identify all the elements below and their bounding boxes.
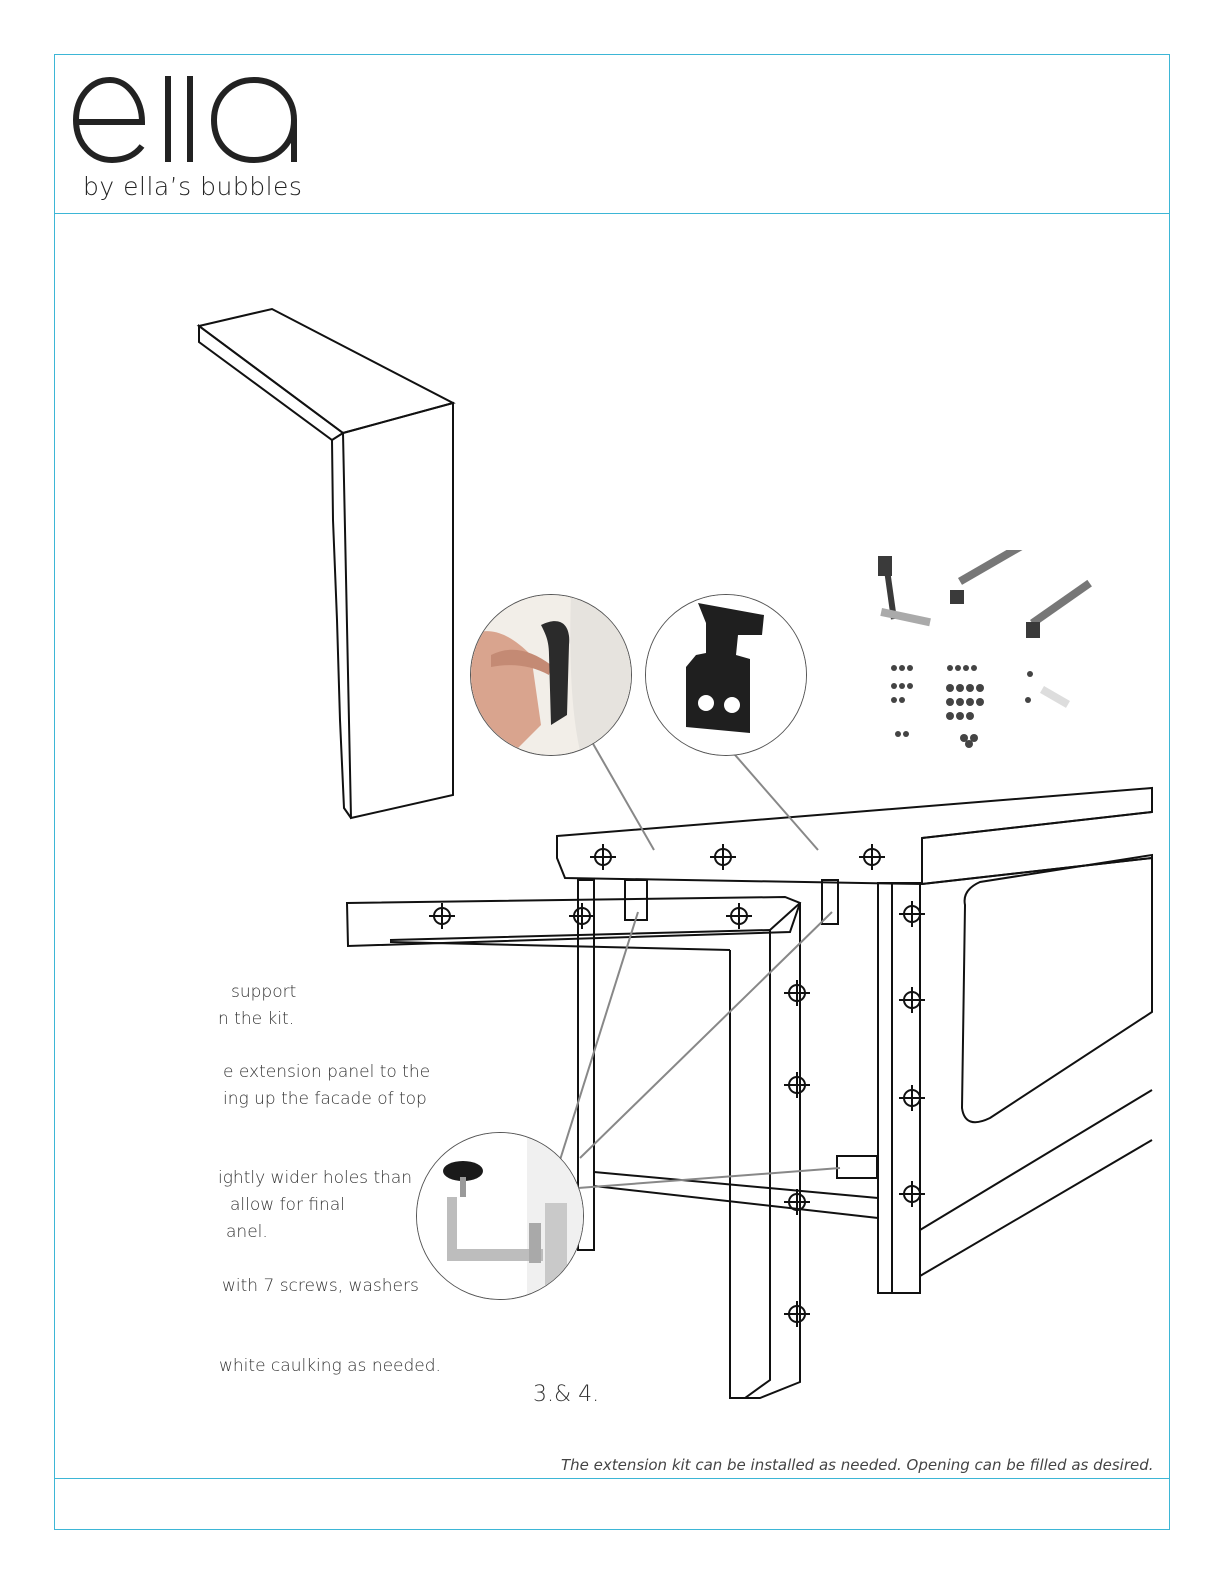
- instruction-line-3: e extension panel to the: [223, 1062, 431, 1082]
- instruction-line-2: n the kit.: [218, 1009, 295, 1029]
- instruction-line-9: white caulking as needed.: [219, 1356, 441, 1376]
- support-foot-photo: [416, 1132, 584, 1300]
- extension-frame: [347, 897, 800, 1398]
- clip-in-hand-image: [471, 595, 631, 755]
- instruction-line-5: ightly wider holes than: [218, 1168, 413, 1188]
- instruction-line-1: support: [231, 982, 297, 1002]
- logo-tagline: by ella’s bubbles: [83, 172, 303, 201]
- clip-bracket-image: [646, 595, 806, 755]
- instruction-line-8: with 7 screws, washers: [222, 1276, 419, 1296]
- instruction-line-7: anel.: [226, 1222, 268, 1242]
- instruction-line-4: ing up the facade of top: [223, 1089, 427, 1109]
- tub-apron: [557, 788, 1152, 1293]
- footnote: The extension kit can be installed as needed. Opening can be filled as desired.: [561, 1456, 1154, 1474]
- clip-bracket-photo: [645, 594, 807, 756]
- leader-lines: [560, 735, 840, 1188]
- instruction-line-6: allow for final: [230, 1195, 345, 1215]
- clip-in-hand-photo: [470, 594, 632, 756]
- extension-panel: [199, 309, 453, 818]
- support-foot-image: [417, 1133, 583, 1299]
- hardware-kit-photo: [870, 550, 1150, 760]
- step-label: 3.& 4.: [533, 1382, 600, 1407]
